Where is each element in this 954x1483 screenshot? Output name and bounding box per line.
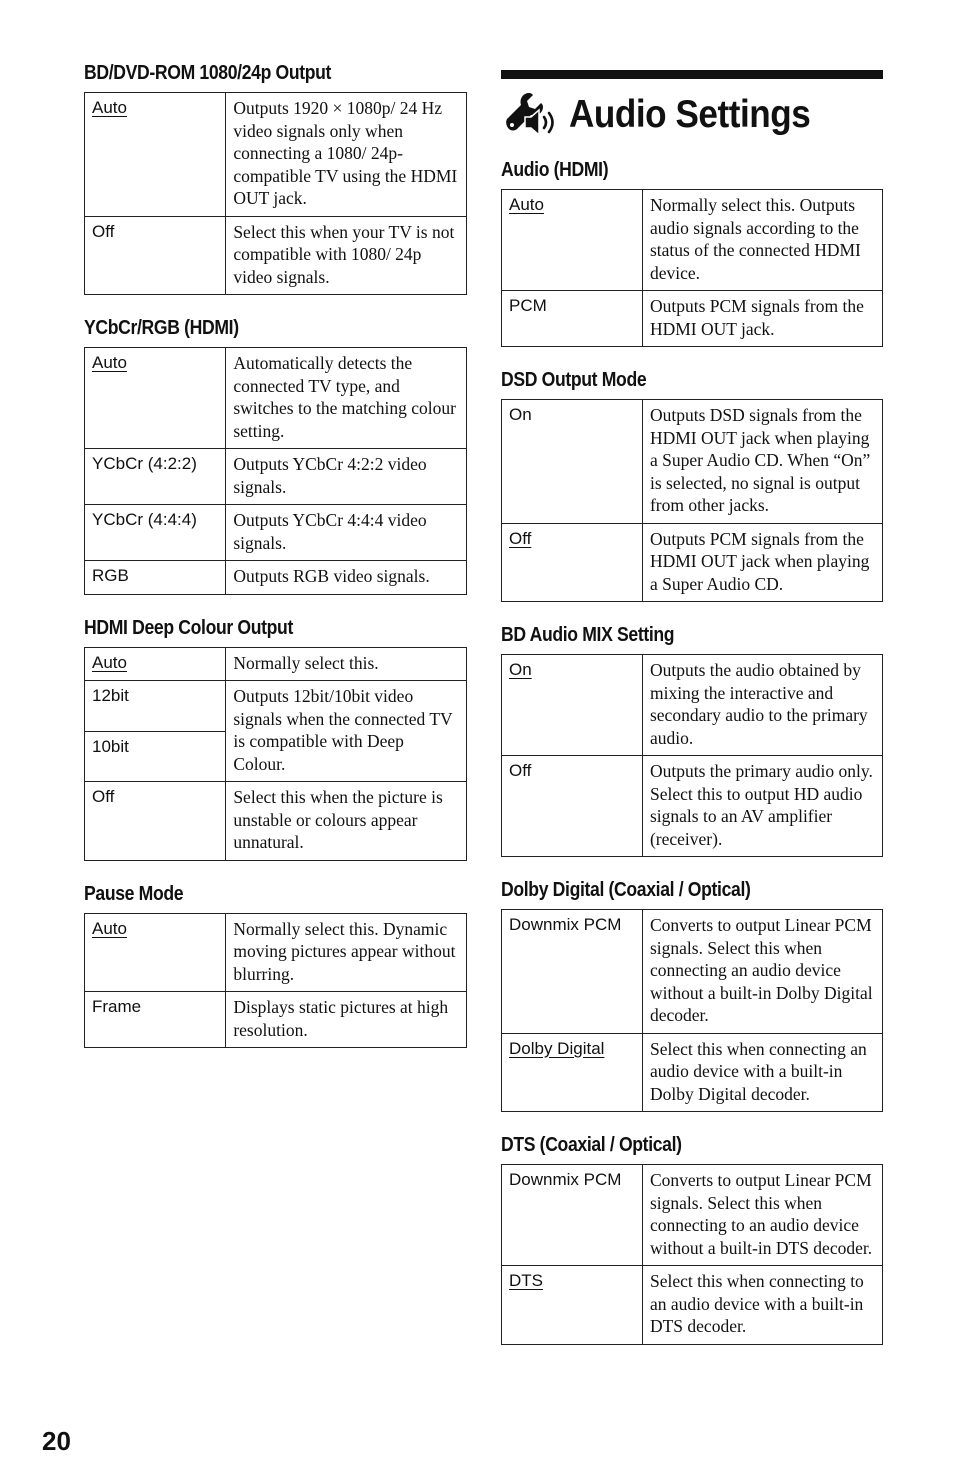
option-description: Converts to output Linear PCM signals. Select this when connecting to an audio device without a built-in DTS decoder.	[642, 1165, 882, 1266]
option-name	[502, 655, 643, 756]
page-number: 20	[42, 1426, 71, 1456]
option-name	[85, 647, 226, 681]
table-row	[502, 655, 883, 756]
option-name	[502, 756, 643, 857]
option-name	[85, 731, 226, 782]
table-row	[502, 190, 883, 291]
option-description: Outputs DSD signals from the HDMI OUT jack when playing a Super Audio CD. When “On” is selected, no signal is output from other jacks.	[642, 400, 882, 524]
option-name	[502, 1033, 643, 1112]
options-table-ycbcr-rgb-hdmi	[84, 347, 467, 595]
table-row	[502, 1165, 883, 1266]
table-row	[502, 910, 883, 1034]
option-description: Automatically detects the connected TV type, and switches to the matching colour setting.	[226, 348, 467, 449]
section-heading-pause-mode: Pause Mode	[84, 882, 184, 905]
option-name	[502, 1165, 643, 1266]
table-row	[85, 681, 467, 732]
table-row	[85, 505, 467, 561]
option-label: Frame	[92, 997, 142, 1016]
default-option-label: Off	[509, 528, 532, 548]
section-heading-audio-hdmi: Audio (HDMI)	[501, 159, 609, 181]
table-row	[502, 756, 883, 857]
table-row	[85, 913, 467, 992]
table-row	[85, 93, 467, 217]
option-description: Normally select this.	[226, 647, 467, 681]
section-heading-dsd-output-mode: DSD Output Mode	[501, 369, 647, 391]
option-description: Outputs the audio obtained by mixing the interactive and secondary audio to the primary audio.	[642, 655, 882, 756]
title-rule	[501, 70, 883, 79]
options-table-dts-coaxial-optical	[501, 1164, 883, 1345]
option-label: YCbCr (4:2:2)	[92, 454, 197, 473]
option-name	[502, 291, 643, 347]
option-label: Downmix PCM	[509, 1170, 622, 1189]
option-description: Normally select this. Dynamic moving pictures appear without blurring.	[226, 913, 467, 992]
options-table-pause-mode	[84, 913, 467, 1049]
option-description: Outputs 12bit/10bit video signals when the connected TV is compatible with Deep Colour.	[226, 681, 467, 782]
option-description: Outputs the primary audio only. Select this to output HD audio signals to an AV amplifier (receiver).	[642, 756, 882, 857]
table-row	[85, 992, 467, 1048]
option-name	[85, 992, 226, 1048]
option-name	[85, 216, 226, 295]
table-row	[85, 782, 467, 861]
title-row	[501, 79, 883, 151]
option-description: Outputs RGB video signals.	[226, 561, 467, 595]
option-label: YCbCr (4:4:4)	[92, 510, 197, 529]
option-name	[502, 400, 643, 524]
option-label: PCM	[509, 296, 547, 315]
option-description: Outputs PCM signals from the HDMI OUT jack.	[642, 291, 882, 347]
option-label: 10bit	[92, 736, 129, 756]
left-column	[84, 62, 467, 1070]
section-heading-dts-coaxial-optical: DTS (Coaxial / Optical)	[501, 1134, 682, 1156]
option-description: Outputs YCbCr 4:4:4 video signals.	[226, 505, 467, 561]
table-row	[502, 291, 883, 347]
option-name	[85, 782, 226, 861]
option-label: 12bit	[92, 686, 129, 705]
option-label: Downmix PCM	[509, 915, 622, 934]
option-description: Outputs 1920 × 1080p/ 24 Hz video signals only when connecting a 1080/ 24p-compatible TV using the HDMI OUT jack.	[226, 93, 467, 217]
option-description: Normally select this. Outputs audio signals according to the status of the connected HDMI device.	[642, 190, 882, 291]
wrench-speaker-icon	[501, 89, 561, 141]
section-heading-bd-dvd-rom-1080-24p-output: BD/DVD-ROM 1080/24p Output	[84, 62, 332, 84]
default-option-label: Auto	[92, 918, 127, 938]
option-description: Select this when connecting to an audio device with a built-in DTS decoder.	[642, 1266, 882, 1345]
default-option-label: Auto	[92, 652, 127, 672]
option-description: Select this when connecting an audio device with a built-in Dolby Digital decoder.	[642, 1033, 882, 1112]
option-label: Off	[509, 761, 532, 780]
option-description: Displays static pictures at high resolution.	[226, 992, 467, 1048]
table-row	[85, 561, 467, 595]
default-option-label: Auto	[92, 98, 127, 117]
section-heading-bd-audio-mix-setting: BD Audio MIX Setting	[501, 624, 675, 646]
table-row	[85, 449, 467, 505]
options-table-audio-hdmi	[501, 189, 883, 347]
option-description: Outputs PCM signals from the HDMI OUT jack when playing a Super Audio CD.	[642, 523, 882, 602]
default-option-label: Auto	[509, 195, 544, 214]
option-label: Off	[92, 221, 115, 241]
option-name	[85, 681, 226, 732]
option-name	[85, 93, 226, 217]
page-title: Audio Settings	[569, 93, 811, 136]
options-table-dolby-digital-coaxial-optical	[501, 909, 883, 1112]
right-sections	[501, 159, 883, 1345]
options-table-bd-dvd-rom-1080-24p-output	[84, 92, 467, 295]
default-option-label: Dolby Digital	[509, 1038, 605, 1058]
table-row	[85, 348, 467, 449]
right-column	[501, 70, 883, 1367]
option-description: Select this when the picture is unstable or colours appear unnatural.	[226, 782, 467, 861]
default-option-label: Auto	[92, 353, 127, 372]
table-row	[502, 1033, 883, 1112]
options-table-bd-audio-mix-setting	[501, 654, 883, 857]
table-row	[85, 216, 467, 295]
option-name	[85, 348, 226, 449]
options-table-hdmi-deep-colour-output	[84, 647, 467, 861]
table-row	[502, 400, 883, 524]
section-heading-hdmi-deep-colour-output: HDMI Deep Colour Output	[84, 616, 293, 639]
option-name	[85, 505, 226, 561]
option-name	[85, 449, 226, 505]
section-heading-dolby-digital-coaxial-optical: Dolby Digital (Coaxial / Optical)	[501, 879, 751, 901]
option-description: Converts to output Linear PCM signals. Select this when connecting an audio device without a built-in Dolby Digital decoder.	[642, 910, 882, 1034]
option-name	[502, 1266, 643, 1345]
default-option-label: DTS	[509, 1271, 543, 1290]
option-label: Off	[92, 787, 115, 806]
option-name	[502, 910, 643, 1034]
options-table-dsd-output-mode	[501, 399, 883, 602]
option-label: On	[509, 405, 532, 424]
option-label: RGB	[92, 566, 129, 585]
table-row	[502, 523, 883, 602]
table-row	[502, 1266, 883, 1345]
option-name	[502, 190, 643, 291]
section-heading-ycbcr-rgb-hdmi: YCbCr/RGB (HDMI)	[84, 317, 239, 339]
option-description: Outputs YCbCr 4:2:2 video signals.	[226, 449, 467, 505]
option-description: Select this when your TV is not compatible with 1080/ 24p video signals.	[226, 216, 467, 295]
default-option-label: On	[509, 660, 532, 679]
option-name	[502, 523, 643, 602]
table-row	[85, 647, 467, 681]
option-name	[85, 561, 226, 595]
option-name	[85, 913, 226, 992]
